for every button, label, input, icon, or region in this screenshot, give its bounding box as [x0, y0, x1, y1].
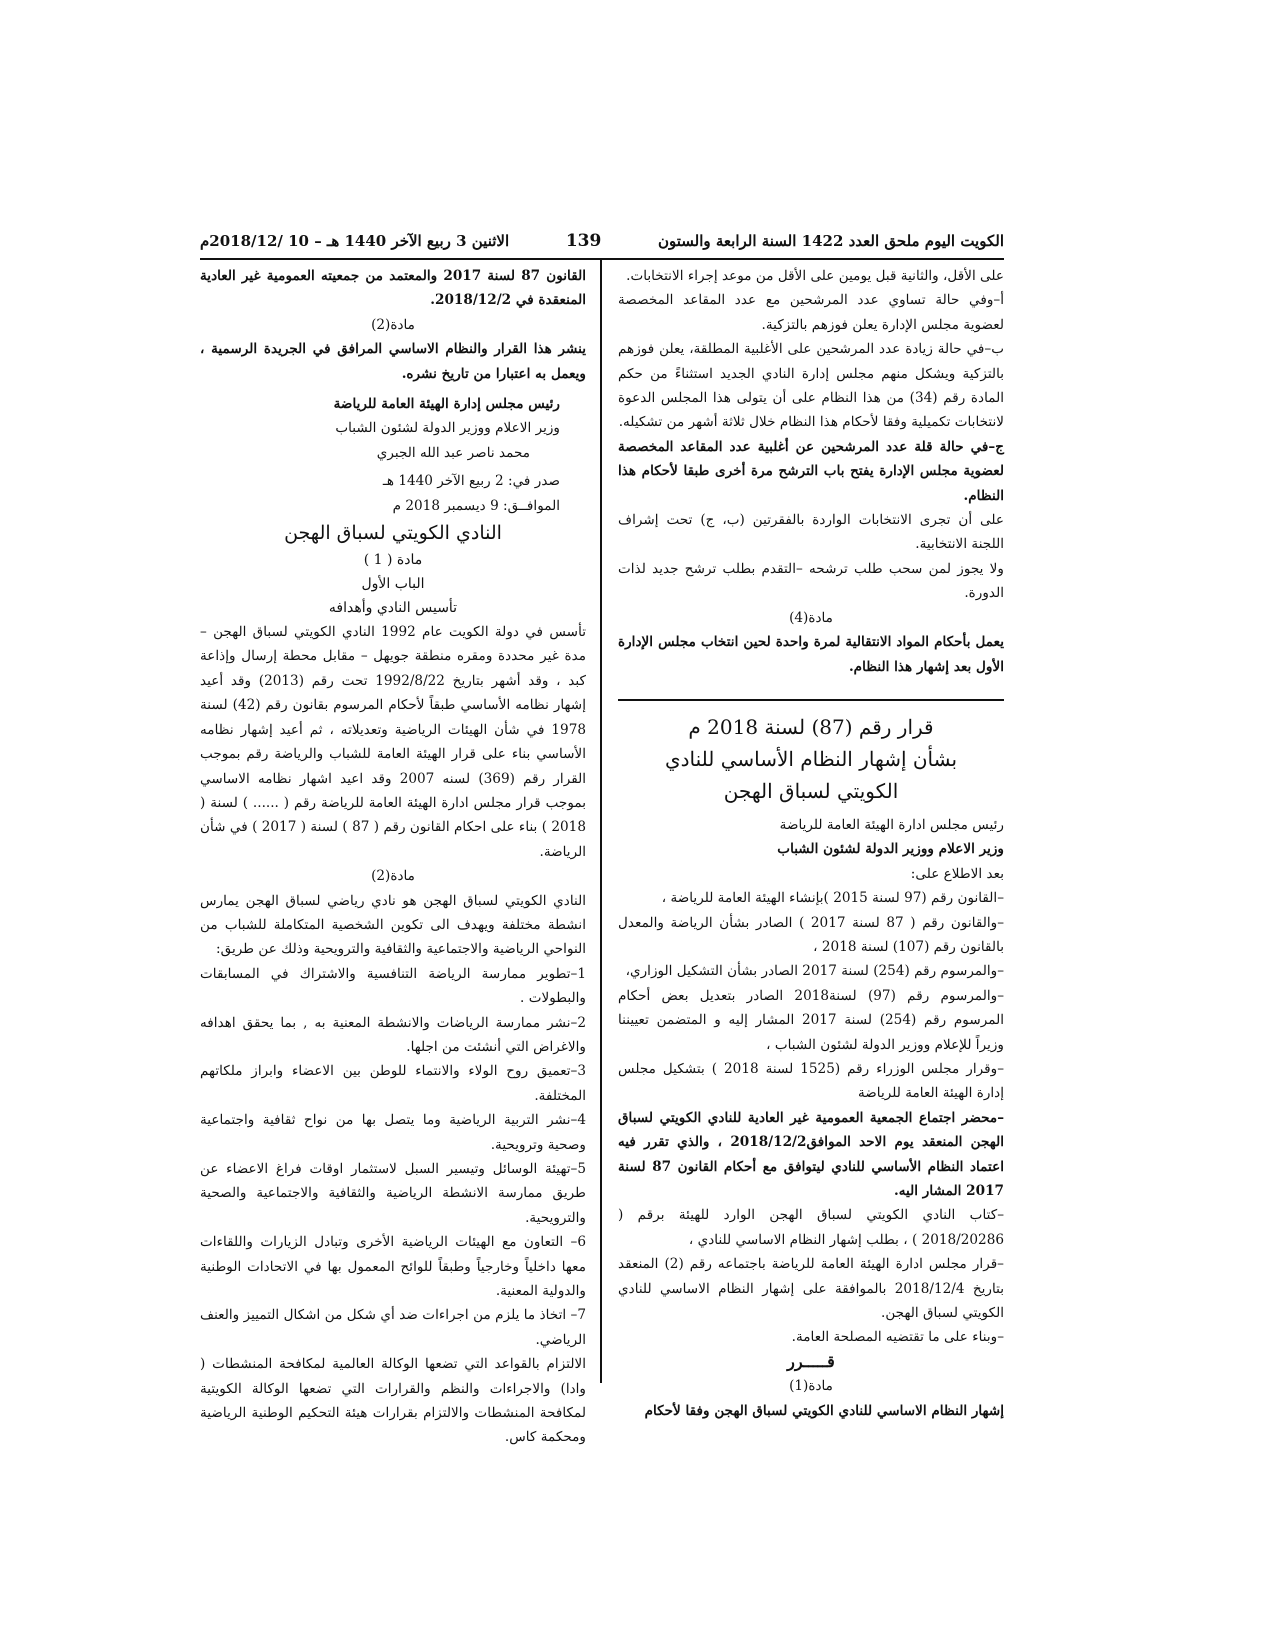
issued-hijri-date: صدر في: 2 ربيع الآخر 1440 هـ — [382, 473, 560, 490]
transitional-paragraph: أ–وفي حالة تساوي عدد المرشحين مع عدد المقاعد المخصصة لعضوية مجلس الإدارة يعلن فوزهم بالتزكية. — [618, 292, 1004, 333]
review-item: –والقانون رقم ( 87 لسنة 2017 ) الصادر بشأن الرياضة والمعدل بالقانون رقم (107) لسنة 2018 ، — [618, 914, 1005, 955]
decree-article-2-text: ينشر هذا القرار والنظام الاساسي المرافق في الجريدة الرسمية ، ويعمل به اعتبارا من تاريخ نشره. — [200, 341, 586, 382]
decree-intro-continued: القانون 87 لسنة 2017 والمعتمد من جمعيته العمومية غير العادية المنعقدة في 2018/12/2. — [200, 268, 586, 309]
left-column — [200, 264, 586, 1450]
review-item: –قرار مجلس ادارة الهيئة العامة للرياضة باجتماعه رقم (2) المنعقد بتاريخ 2018/12/4 بالموافقة على إشهار النظام الاساسي للنادي الكويتي لسباق الهجن. — [618, 1256, 1004, 1322]
signer-title-2: وزير الاعلام ووزير الدولة لشئون الشباب — [335, 420, 560, 437]
club-goal-item: 5–تهيئة الوسائل وتيسير السبل لاستثمار اوقات فراغ الاعضاء عن طريق ممارسة الانشطة الرياضية والثقافية والاجتماعية والصحية والترويحية. — [200, 1161, 586, 1226]
article-1-heading: مادة(1) — [789, 1378, 833, 1395]
column-divider — [600, 258, 602, 1383]
club-goal-item: 6– التعاون مع الهيئات الرياضية الأخرى وتبادل الزيارات واللقاءات معها داخلياً وخارجياً وطبقاً للوائح المعمول بها في الاتحادات الوطنية والدولية المعنية. — [200, 1234, 586, 1300]
review-item: –وبناء على ما تقتضيه المصلحة العامة. — [791, 1329, 1004, 1346]
header-publication: الكويت اليوم ملحق العدد 1422 السنة الرابعة والستون — [658, 232, 1004, 250]
chapter-heading: الباب الأول — [361, 576, 425, 593]
after-review-label: بعد الاطلاع على: — [910, 865, 1004, 882]
section-rule — [618, 699, 1004, 701]
page-header — [200, 226, 1004, 256]
club-article-2-heading: مادة(2) — [371, 868, 415, 885]
club-goal-item: 3–تعميق روح الولاء والانتماء للوطن بين الاعضاء وابراز ملكاتهم المختلفة. — [200, 1063, 586, 1104]
header-rule — [200, 258, 1004, 260]
club-article-2-text: النادي الكويتي لسباق الهجن هو نادي رياضي لسباق الهجن يمارس انشطة مختلفة ويهدف الى تكوين الشخصية المتكاملة للشباب من النواحي الرياضية والاجتماعية والثقافية والترويحية وذلك عن طريق: — [200, 892, 586, 958]
review-item: –كتاب النادي الكويتي لسباق الهجن الوارد للهيئة برقم ( 2018/20286 ) ، بطلب إشهار النظام الاساسي للنادي ، — [618, 1207, 1004, 1248]
transitional-paragraph: ج–في حالة قلة عدد المرشحين عن أغلبية عدد المقاعد المخصصة لعضوية مجلس الإدارة يفتح باب الترشح مرة أخرى طبقا لأحكام هذا النظام. — [618, 438, 1004, 504]
review-item: –محضر اجتماع الجمعية العمومية غير العادية للنادي الكويتي لسباق الهجن المنعقد يوم الاحد الموافق2018/12/2 ، والذي تقرر فيه اعتماد النظام الأساسي للنادي ليتوافق مع أحكام القانون 87 لسنة 2017 المشار اليه. — [618, 1109, 1004, 1199]
article-4-heading: مادة(4) — [789, 609, 833, 626]
decree-article-2-heading: مادة(2) — [371, 316, 415, 333]
club-article-1-heading: مادة ( 1 ) — [363, 552, 423, 569]
review-item: –والمرسوم رقم (97) لسنة2018 الصادر بتعديل بعض أحكام المرسوم رقم (254) لسنة 2017 المشار إليه و المتضمن تعييننا وزيراً للإعلام ووزير الدولة لشئون الشباب ، — [618, 987, 1004, 1053]
resolved-label: قـــــرر — [787, 1351, 835, 1371]
issuer-line-2: وزير الاعلام ووزير الدولة لشئون الشباب — [777, 841, 1004, 858]
club-goal-item: 1–تطوير ممارسة الرياضة التنافسية والاشتراك في المسابقات والبطولات . — [200, 965, 586, 1007]
right-column — [618, 264, 1004, 1423]
club-goal-item: 7– اتخاذ ما يلزم من اجراءات ضد أي شكل من اشكال التمييز والعنف الرياضي. — [200, 1307, 586, 1348]
transitional-paragraph: على أن تجرى الانتخابات الواردة بالفقرتين (ب، ج) تحت إشراف اللجنة الانتخابية. — [618, 512, 1004, 553]
club-goal-item: 2–نشر ممارسة الرياضات والانشطة المعنية به , بما يحقق اهدافه والاغراض التي أنشئت من اجلها. — [200, 1014, 586, 1055]
club-goal-item: 4–نشر التربية الرياضية وما يتصل بها من نواح ثقافية واجتماعية وصحية وترويحية. — [200, 1112, 586, 1153]
club-goals-list — [200, 962, 586, 1353]
club-title: النادي الكويتي لسباق الهجن — [284, 522, 502, 545]
closing-text: الالتزام بالقواعد التي تضعها الوكالة العالمية لمكافحة المنشطات ( وادا) والاجراءات والنظم والقرارات التي تضعها الوكالة الكويتية لمكافحة المنشطات والالتزام بقرارات هيئة التحكيم الوطنية الرياضية ومحكمة كاس. — [200, 1356, 586, 1446]
chapter-title: تأسيس النادي وأهدافه — [328, 600, 458, 617]
transitional-paragraph: ولا يجوز لمن سحب طلب ترشحه –التقدم بطلب ترشح جديد لذات الدورة. — [618, 560, 1004, 602]
article-1-text: إشهار النظام الاساسي للنادي الكويتي لسباق الهجن وفقا لأحكام — [644, 1402, 1004, 1419]
header-date: الاثنين 3 ربيع الآخر 1440 هـ – 10 /2018/12م — [200, 232, 510, 250]
decree-title-line-3: الكويتي لسباق الهجن — [723, 778, 899, 803]
transitional-paragraph: ب–في حالة زيادة عدد المرشحين على الأغلبية المطلقة، يعلن فوزهم بالتزكية ويشكل منهم مجلس إدارة النادي الجديد استثناءً من حكم المادة رقم (34) من هذا النظام على أن يتولى هذا المجلس الدعوة لانتخابات تكميلية وفقا لأحكام هذا النظام خلال ثلاثة أشهر من تشكيله. — [618, 341, 1004, 431]
issuer-line-1: رئيس مجلس ادارة الهيئة العامة للرياضة — [779, 816, 1004, 833]
decree-title-line-1: قرار رقم (87) لسنة 2018 م — [688, 714, 934, 739]
review-item: –القانون رقم (97 لسنة 2015 )بإنشاء الهيئة العامة للرياضة ، — [661, 890, 1004, 907]
transitional-paragraph: على الأقل، والثانية قبل يومين على الأقل من موعد إجراء الانتخابات. — [626, 268, 1004, 284]
founding-text: تأسس في دولة الكويت عام 1992 النادي الكويتي لسباق الهجن – مدة غير محددة ومقره منطقة جويهل – مقابل محطة إرسال وإذاعة كبد ، وقد أشهر بتاريخ 1992/8/22 تحت رقم (2013) وقد أعيد إشهار نظامه الأساسي طبقاً لأحكام المرسوم بقانون رقم (42) لسنة 1978 في شأن الهيئات الرياضية وتعديلاته ، ثم أعيد إشهار نظامه الأساسي بناء على قرار الهيئة العامة للشباب والرياضة رقم بموجب القرار رقم (369) لسنه 2007 وقد اعيد اشهار نظامه الاساسي بموجب قرار مجلس ادارة الهيئة العامة للرياضة رقم ( ...... ) لسنة ( 2018 ) بناء على احكام القانون رقم ( 87 ) لسنة ( 2017 ) في شأن الرياضة. — [200, 624, 586, 860]
decree-title-line-2: بشأن إشهار النظام الأساسي للنادي — [664, 746, 958, 771]
article-4-text: يعمل بأحكام المواد الانتقالية لمرة واحدة لحين انتخاب مجلس الإدارة الأول بعد إشهار هذا النظام. — [618, 634, 1004, 675]
transitional-provisions — [618, 264, 1004, 606]
review-item: –والمرسوم رقم (254) لسنة 2017 الصادر بشأن التشكيل الوزاري، — [625, 963, 1004, 980]
issued-gregorian-date: الموافــق: 9 ديسمبر 2018 م — [392, 497, 560, 514]
review-item: –وقرار مجلس الوزراء رقم (1525 لسنة 2018 ) بتشكيل مجلس إدارة الهيئة العامة للرياضة — [618, 1060, 1004, 1102]
review-items — [618, 886, 1004, 1350]
signer-title-1: رئيس مجلس إدارة الهيئة العامة للرياضة — [333, 396, 560, 413]
page-number: 139 — [565, 231, 602, 251]
signer-name: محمد ناصر عبد الله الجبري — [376, 444, 530, 461]
